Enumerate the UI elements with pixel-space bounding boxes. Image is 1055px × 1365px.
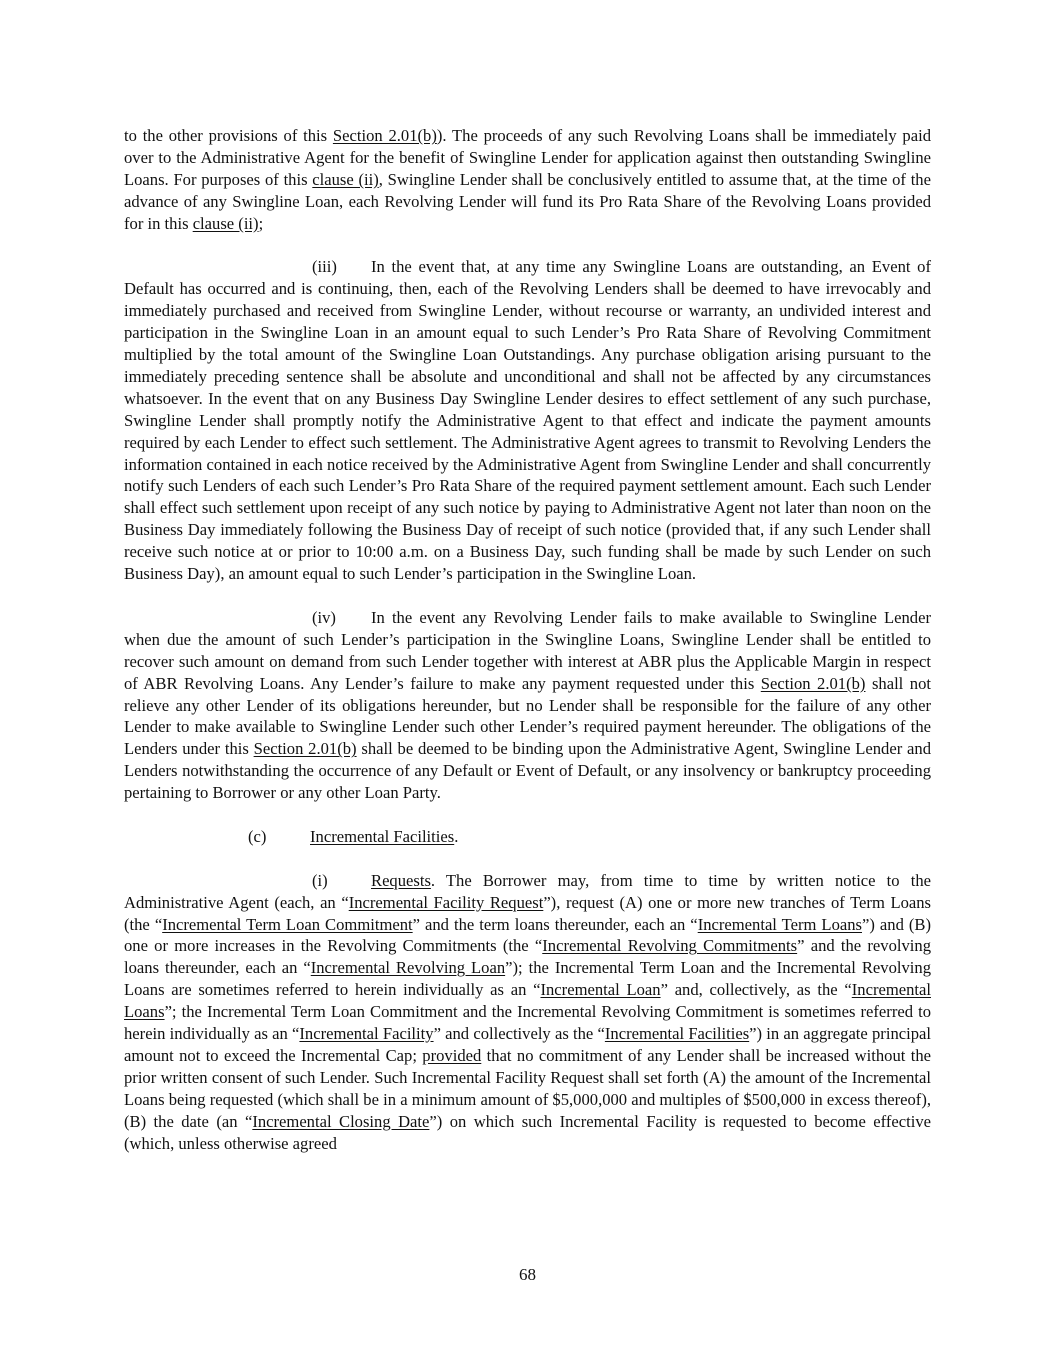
clause-number: (i)	[312, 870, 328, 890]
proviso-term: provided	[422, 1046, 482, 1065]
clause-number: (iv)	[312, 607, 336, 627]
defined-term: Incremental Loans	[124, 980, 931, 1022]
defined-term: Incremental Closing Date	[252, 1111, 430, 1131]
section-title: Incremental Facilities	[310, 826, 455, 846]
defined-term: Incremental Term Loan Commitment	[162, 914, 413, 934]
defined-term: Incremental Revolving Commitments	[542, 936, 798, 956]
clause-number: (c)	[248, 826, 267, 846]
clause-title: Requests	[371, 870, 431, 890]
defined-term: Incremental Facility Request	[348, 892, 544, 912]
defined-term: Incremental Facility	[299, 1024, 434, 1044]
clause-reference: clause (ii)	[192, 213, 259, 233]
paragraph-iii: (iii) In the event that, at any time any Swingline Loans are outstanding, an Event of Default has occurred and is continuing, then, each of the Revolving Lenders shall be deemed to have irrevocably and immediately purchased and received from Swingline Lender, without recourse or warranty, an undivided interest and participation in the Swingline Loan in an amount equal to such Lender’s Pro Rata Share of Revolving Commitment multiplied by the total amount of the Swingline Loan Outstandings. Any purchase obligation arising pursuant to the immediately preceding sentence shall be absolute and unconditional and shall not be affected by any circumstances whatsoever. In the event that on any Business Day Swingline Lender desires to effect settlement of any such purchase, Swingline Lender shall promptly notify the Administrative Agent to that effect and indicate the payment amounts required by each Lender to effect such settlement. The Administrative Agent agrees to transmit to Revolving Lenders the information contained in each notice received by the Administrative Agent from Swingline Lender and shall concurrently notify such Lenders of each such Lender’s Pro Rata Share of the required payment settlement amount. Each such Lender shall effect such settlement upon receipt of any such notice by paying to Administrative Agent not later than noon on the Business Day immediately following the Business Day of receipt of such notice (provided that, if any such Lender shall receive such notice at or prior to 10:00 a.m. on a Business Day, such funding shall be made by such Lender on such Business Day), an amount equal to such Lender’s participation in the Swingline Loan.	[124, 257, 931, 584]
paragraph-i-requests: (i) Requests. The Borrower may, from time to time by written notice to the Administrative Agent (each, an “Incremental Facility Request”), request (A) one or more new tranches of Term Loans (the “Incremental Term Loan Commitment” and the term loans thereunder, each an “Incremental Term Loans”) and (B) one or more increases in the Revolving Commitments (the “Incremental Revolving Commitments” and the revolving loans thereunder, each an “Incremental Revolving Loan”); the Incremental Term Loan and the Incremental Revolving Loans are sometimes referred to herein individually as an “Incremental Loan” and, collectively, as the “Incremental Loans”; the Incremental Term Loan Commitment and the Incremental Revolving Commitment is sometimes referred to herein individually as an “Incremental Facility” and collectively as the “Incremental Facilities”) in an aggregate principal amount not to exceed the Incremental Cap; provided that no commitment of any Lender shall be increased without the prior written consent of such Lender. Such Incremental Facility Request shall set forth (A) the amount of the Incremental Loans being requested (which shall be in a minimum amount of $5,000,000 and multiples of $500,000 in excess thereof), (B) the date (an “Incremental Closing Date”) on which such Incremental Facility is requested to become effective (which, unless otherwise agreed	[124, 870, 932, 1153]
defined-term: Incremental Loan	[540, 980, 661, 1000]
section-reference: Section 2.01(b)	[332, 126, 437, 145]
clause-number: (iii)	[312, 257, 337, 277]
clause-reference: clause (ii)	[312, 169, 379, 189]
section-heading-c: (c) Incremental Facilities.	[248, 826, 459, 846]
defined-term: Incremental Facilities	[604, 1024, 750, 1044]
defined-term: Incremental Term Loans	[697, 914, 862, 934]
section-reference: Section 2.01(b)	[760, 673, 866, 693]
paragraph-iv: (iv) In the event any Revolving Lender fails to make available to Swingline Lender when due the amount of such Lender’s participation in the Swingline Loans, Swingline Lender shall be entitled to recover such amount on demand from such Lender together with interest at ABR plus the Applicable Margin in respect of ABR Revolving Loans. Any Lender’s failure to make any payment requested under this Section 2.01(b) shall not relieve any other Lender of its obligations hereunder, but no Lender shall be responsible for the failure of any other Lender to make available to Swingline Lender such other Lender’s required payment hereunder. The obligations of the Lenders under this Section 2.01(b) shall be deemed to be binding upon the Administrative Agent, Swingline Lender and Lenders notwithstanding the occurrence of any Default or Event of Default, or any insolvency or bankruptcy proceeding pertaining to Borrower or any other Loan Party.	[124, 607, 931, 803]
section-reference: Section 2.01(b)	[253, 739, 357, 759]
defined-term: Incremental Revolving Loan	[310, 958, 506, 978]
page-number: 68	[519, 1265, 536, 1284]
document-page	[124, 125, 931, 1155]
paragraph-continuation: to the other provisions of this Section 2.01(b)). The proceeds of any such Revolving Loans shall be immediately paid over to the Administrative Agent for the benefit of Swingline Lender for application against then outstanding Swingline Loans. For purposes of this clause (ii), Swingline Lender shall be conclusively entitled to assume that, at the time of the advance of any Swingline Loan, each Revolving Lender will fund its Pro Rata Share of the Revolving Loans provided for in this clause (ii);	[124, 126, 931, 233]
